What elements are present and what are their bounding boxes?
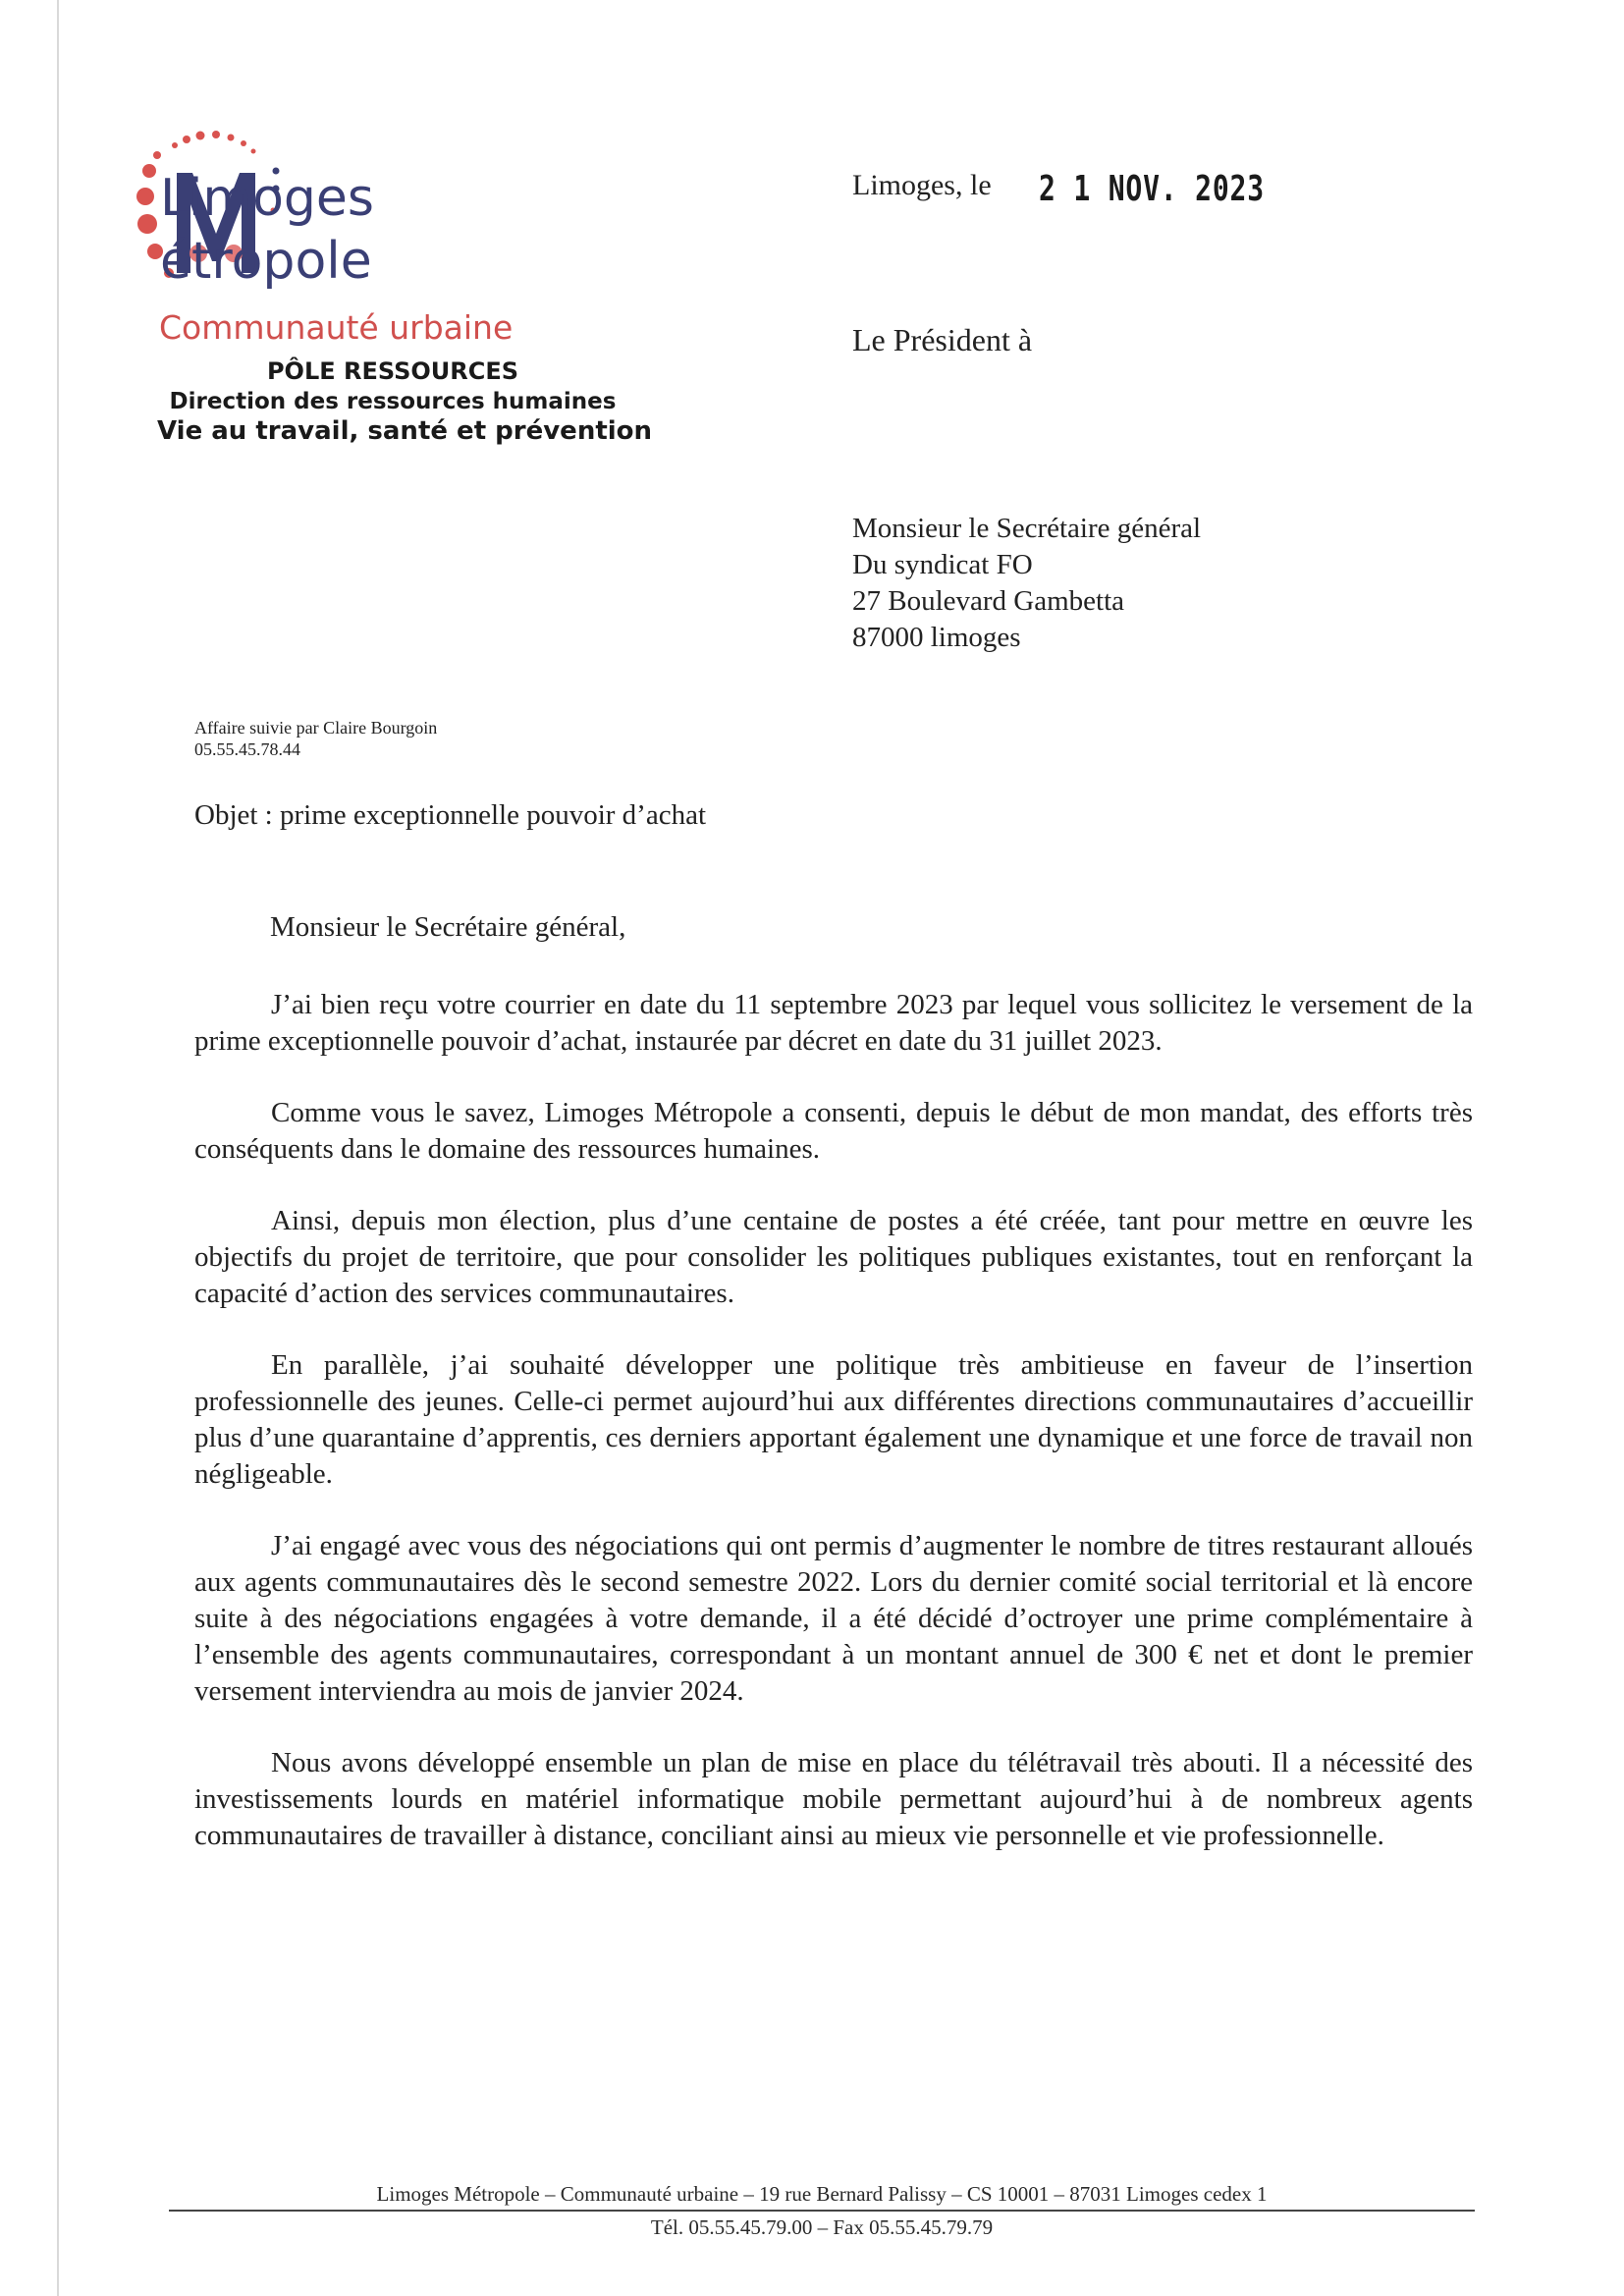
department-service: Vie au travail, santé et prévention xyxy=(157,416,653,446)
logo-text-metropole: étropole xyxy=(160,232,372,291)
logo-subtitle: Communauté urbaine xyxy=(159,308,514,347)
department-pole: PÔLE RESSOURCES xyxy=(266,357,519,385)
date-prefix: Limoges, le xyxy=(852,169,992,201)
recipient-line: 87000 limoges xyxy=(852,622,1021,653)
footer-divider xyxy=(169,2210,1475,2212)
salutation: Monsieur le Secrétaire général, xyxy=(270,911,626,943)
sender-line: Le Président à xyxy=(852,322,1033,357)
case-handler: Affaire suivie par Claire Bourgoin xyxy=(194,718,438,738)
body-paragraph: J’ai bien reçu votre courrier en date du 11 septembre 2023 par lequel vous sollicitez le versement de la prime exceptionnelle pouvoir d’achat, instaurée par décret en date du 31 juillet 2023. xyxy=(194,989,1473,1057)
body-paragraph: Nous avons développé ensemble un plan de mise en place du télétravail très abouti. Il a nécessité des investissements lourds en matériel informatique mobile permettant aujourd’hui à de nombreux agents communautaires de travailler à distance, conciliant ainsi au mieux vie personnelle et vie professionnelle. xyxy=(194,1747,1473,1851)
case-phone: 05.55.45.78.44 xyxy=(194,739,300,759)
recipient-line: Du syndicat FO xyxy=(852,549,1033,580)
recipient-address xyxy=(852,511,1201,656)
body-paragraph: J’ai engagé avec vous des négociations qui ont permis d’augmenter le nombre de titres restaurant alloués aux agents communautaires dès le second semestre 2022. Lors du dernier comité social territorial et là encore suite à des négociations engagées à votre demande, il a été décidé d’octroyer une prime complémentaire à l’ensemble des agents communautaires, correspondant à un montant annuel de 300 € net et dont le premier versement interviendra au mois de janvier 2024. xyxy=(194,1530,1473,1707)
body-paragraph: En parallèle, j’ai souhaité développer une politique très ambitieuse en faveur de l’insertion professionnelle des jeunes. Celle-ci permet aujourd’hui aux différentes directions communautaires d’accueillir plus d’une quarantaine d’apprentis, ces derniers apportant également une dynamique et une force de travail non négligeable. xyxy=(194,1349,1473,1490)
letter-object: Objet : prime exceptionnelle pouvoir d’achat xyxy=(194,799,707,831)
footer-contact: Tél. 05.55.45.79.00 – Fax 05.55.45.79.79 xyxy=(650,2215,994,2239)
case-reference xyxy=(194,717,437,760)
body-paragraph: Comme vous le savez, Limoges Métropole a consenti, depuis le début de mon mandat, des efforts très conséquents dans le domaine des ressources humaines. xyxy=(194,1097,1473,1165)
logo-text-limoges: Limoges xyxy=(160,169,374,228)
department-direction: Direction des ressources humaines xyxy=(169,389,617,414)
date-stamp: 2 1 NOV. 2023 xyxy=(1039,169,1265,209)
letter-body xyxy=(194,987,1473,1889)
recipient-line: Monsieur le Secrétaire général xyxy=(852,513,1202,544)
body-paragraph: Ainsi, depuis mon élection, plus d’une centaine de postes a été créée, tant pour mettre en œuvre les objectifs du projet de territoire, que pour consolider les politiques publiques existantes, tout en renforçant la capacité d’action des services communautaires. xyxy=(194,1205,1473,1309)
scan-edge xyxy=(57,0,59,2296)
footer-address: Limoges Métropole – Communauté urbaine – 19 rue Bernard Palissy – CS 10001 – 87031 Limoges cedex 1 xyxy=(376,2182,1268,2206)
recipient-line: 27 Boulevard Gambetta xyxy=(852,585,1125,617)
